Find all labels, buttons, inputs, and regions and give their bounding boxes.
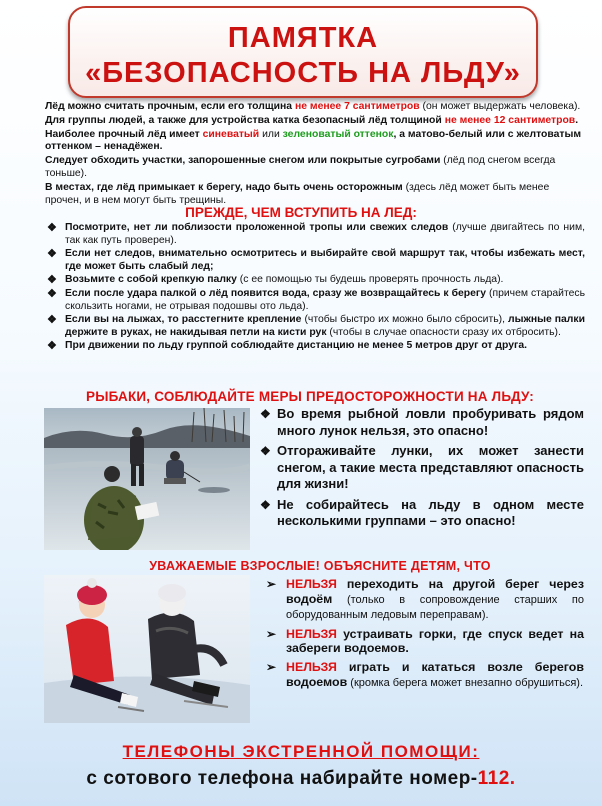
section3-list xyxy=(264,577,584,694)
section1-list xyxy=(45,222,585,354)
text-run: Следует обходить участки, запорошенные снегом или покрытые сугробами xyxy=(45,155,441,167)
arrow-bullet-icon: ➢ xyxy=(266,659,277,674)
list-item xyxy=(45,222,585,247)
arrow-bullet-icon: ➢ xyxy=(266,626,277,641)
list-item-text: Отгораживайте лунки, их может занести снегом, а такие места представляют опасность для жизни! xyxy=(277,443,584,491)
list-item-text: Во время рыбной ловли пробуривать рядом много лунок нельзя, это опасно! xyxy=(277,406,584,438)
diamond-bullet-icon: ❖ xyxy=(260,444,271,458)
list-item xyxy=(258,443,584,493)
section2-list xyxy=(258,406,584,534)
list-item-note: (кромка берега может внезапно обрушиться). xyxy=(347,676,583,689)
diamond-bullet-icon: ❖ xyxy=(260,407,271,421)
intro-paragraph xyxy=(45,182,585,208)
title-banner xyxy=(68,6,538,98)
diamond-bullet-icon: ❖ xyxy=(47,287,57,300)
text-run: Лёд можно считать прочным, если его толщина xyxy=(45,101,295,112)
list-item xyxy=(264,577,584,623)
text-run: , а матово-белый или с желтоватым оттенком – ненадёжен. xyxy=(45,128,582,153)
text-run: При движении по льду группой соблюдайте дистанцию не менее 5 метров друг от друга. xyxy=(65,340,527,352)
list-item xyxy=(258,406,584,439)
list-item xyxy=(45,274,585,287)
list-item-text: переходить на другой берег через водоём xyxy=(286,577,584,606)
list-item xyxy=(258,497,584,530)
text-run: лыжные палки держите в руках, не накидывая петли на кисти рук xyxy=(65,314,585,338)
text-run: (причем старайтесь скользить ногами, не отрывая подошвы ото льда). xyxy=(65,287,585,312)
list-item-text: Не собирайтесь на льду в одном месте несколькими группами – это опасно! xyxy=(277,496,584,528)
intro-paragraph xyxy=(45,115,585,128)
diamond-bullet-icon: ❖ xyxy=(47,340,57,353)
emergency-text xyxy=(0,768,602,790)
list-item-note: (только в сопровождение старших по оборудованным ледовым переправам). xyxy=(286,593,584,622)
text-run: или xyxy=(259,128,283,140)
title-line2: «БЕЗОПАСНОСТЬ НА ЛЬДУ» xyxy=(85,57,521,89)
text-run: (чтобы быстро их можно было сбросить), xyxy=(301,314,508,326)
prohibition-label: НЕЛЬЗЯ xyxy=(286,626,337,641)
text-run: В местах, где лёд примыкает к берегу, надо быть очень осторожным xyxy=(45,181,403,193)
emergency-number: 112 xyxy=(477,768,510,789)
list-item xyxy=(45,248,585,273)
section1-heading: ПРЕЖДЕ, ЧЕМ ВСТУПИТЬ НА ЛЕД: xyxy=(185,205,417,220)
emergency-heading: ТЕЛЕФОНЫ ЭКСТРЕННОЙ ПОМОЩИ: xyxy=(122,742,480,761)
list-item-text: играть и кататься возле берегов водоемов xyxy=(286,659,584,689)
list-item-text: устраивать горки, где спуск ведет на забереги водоемов. xyxy=(286,626,584,656)
diamond-bullet-icon: ❖ xyxy=(260,497,271,512)
fishermen-photo xyxy=(44,408,250,550)
text-run: Если после удара палкой о лёд появится вода, сразу же возвращайтесь к берегу xyxy=(65,287,487,299)
text-run: не менее 7 сантиметров xyxy=(294,101,420,112)
list-item xyxy=(45,340,585,353)
section2-heading: РЫБАКИ, СОБЛЮДАЙТЕ МЕРЫ ПРЕДОСТОРОЖНОСТИ НА ЛЬДУ: xyxy=(86,389,534,404)
emergency-text-end: . xyxy=(509,768,516,789)
text-run: Если вы на лыжах, то расстегните крепление xyxy=(65,314,302,326)
intro-paragraph xyxy=(45,129,585,155)
list-item xyxy=(45,314,585,339)
text-run: (чтобы в случае опасности сразу их отбросить). xyxy=(326,326,561,338)
list-item xyxy=(264,660,584,690)
arrow-bullet-icon: ➢ xyxy=(266,577,277,591)
intro-paragraph xyxy=(45,101,585,114)
text-run: зеленоватый оттенок xyxy=(282,128,394,140)
prohibition-label: НЕЛЬЗЯ xyxy=(286,577,337,591)
children-on-ice-photo xyxy=(44,575,250,723)
diamond-bullet-icon: ❖ xyxy=(47,274,57,287)
text-run: (он может выдержать человека). xyxy=(419,101,581,112)
text-run: Для группы людей, а также для устройства катка безопасный лёд толщиной xyxy=(45,114,445,126)
text-run: Возьмите с собой крепкую палку xyxy=(65,274,237,286)
text-run: Посмотрите, нет ли поблизости проложенной тропы или свежих следов xyxy=(65,222,449,233)
emergency-text-main: с сотового телефона набирайте номер- xyxy=(86,768,478,789)
intro-paragraph xyxy=(45,155,585,181)
list-item xyxy=(264,627,584,656)
text-run: Если нет следов, внимательно осмотритесь и выбирайте свой маршрут так, чтобы избежать мест, где может быть слабый лед; xyxy=(65,248,585,272)
text-run: . xyxy=(575,114,579,126)
text-run: (лёд под снегом всегда тоньше). xyxy=(45,155,556,179)
diamond-bullet-icon: ❖ xyxy=(47,314,57,327)
text-run: Наиболее прочный лёд имеет xyxy=(45,128,203,140)
prohibition-label: НЕЛЬЗЯ xyxy=(286,659,337,674)
list-item xyxy=(45,288,585,313)
title-line1: ПАМЯТКА xyxy=(227,22,379,54)
text-run: (лучше двигайтесь по ним, так как путь проверен). xyxy=(65,222,585,246)
text-run: (с ее помощью ты будешь проверять прочность льда). xyxy=(236,274,504,286)
diamond-bullet-icon: ❖ xyxy=(47,248,57,261)
text-run: не менее 12 сантиметров xyxy=(444,114,576,126)
diamond-bullet-icon: ❖ xyxy=(47,222,57,234)
intro-text xyxy=(45,101,585,208)
section3-heading: УВАЖАЕМЫЕ ВЗРОСЛЫЕ! ОБЪЯСНИТЕ ДЕТЯМ, ЧТО xyxy=(149,559,491,573)
text-run: синеватый xyxy=(202,128,260,140)
text-run: (здесь лёд может быть менее прочен, и в нем могут быть трещины. xyxy=(45,181,550,206)
